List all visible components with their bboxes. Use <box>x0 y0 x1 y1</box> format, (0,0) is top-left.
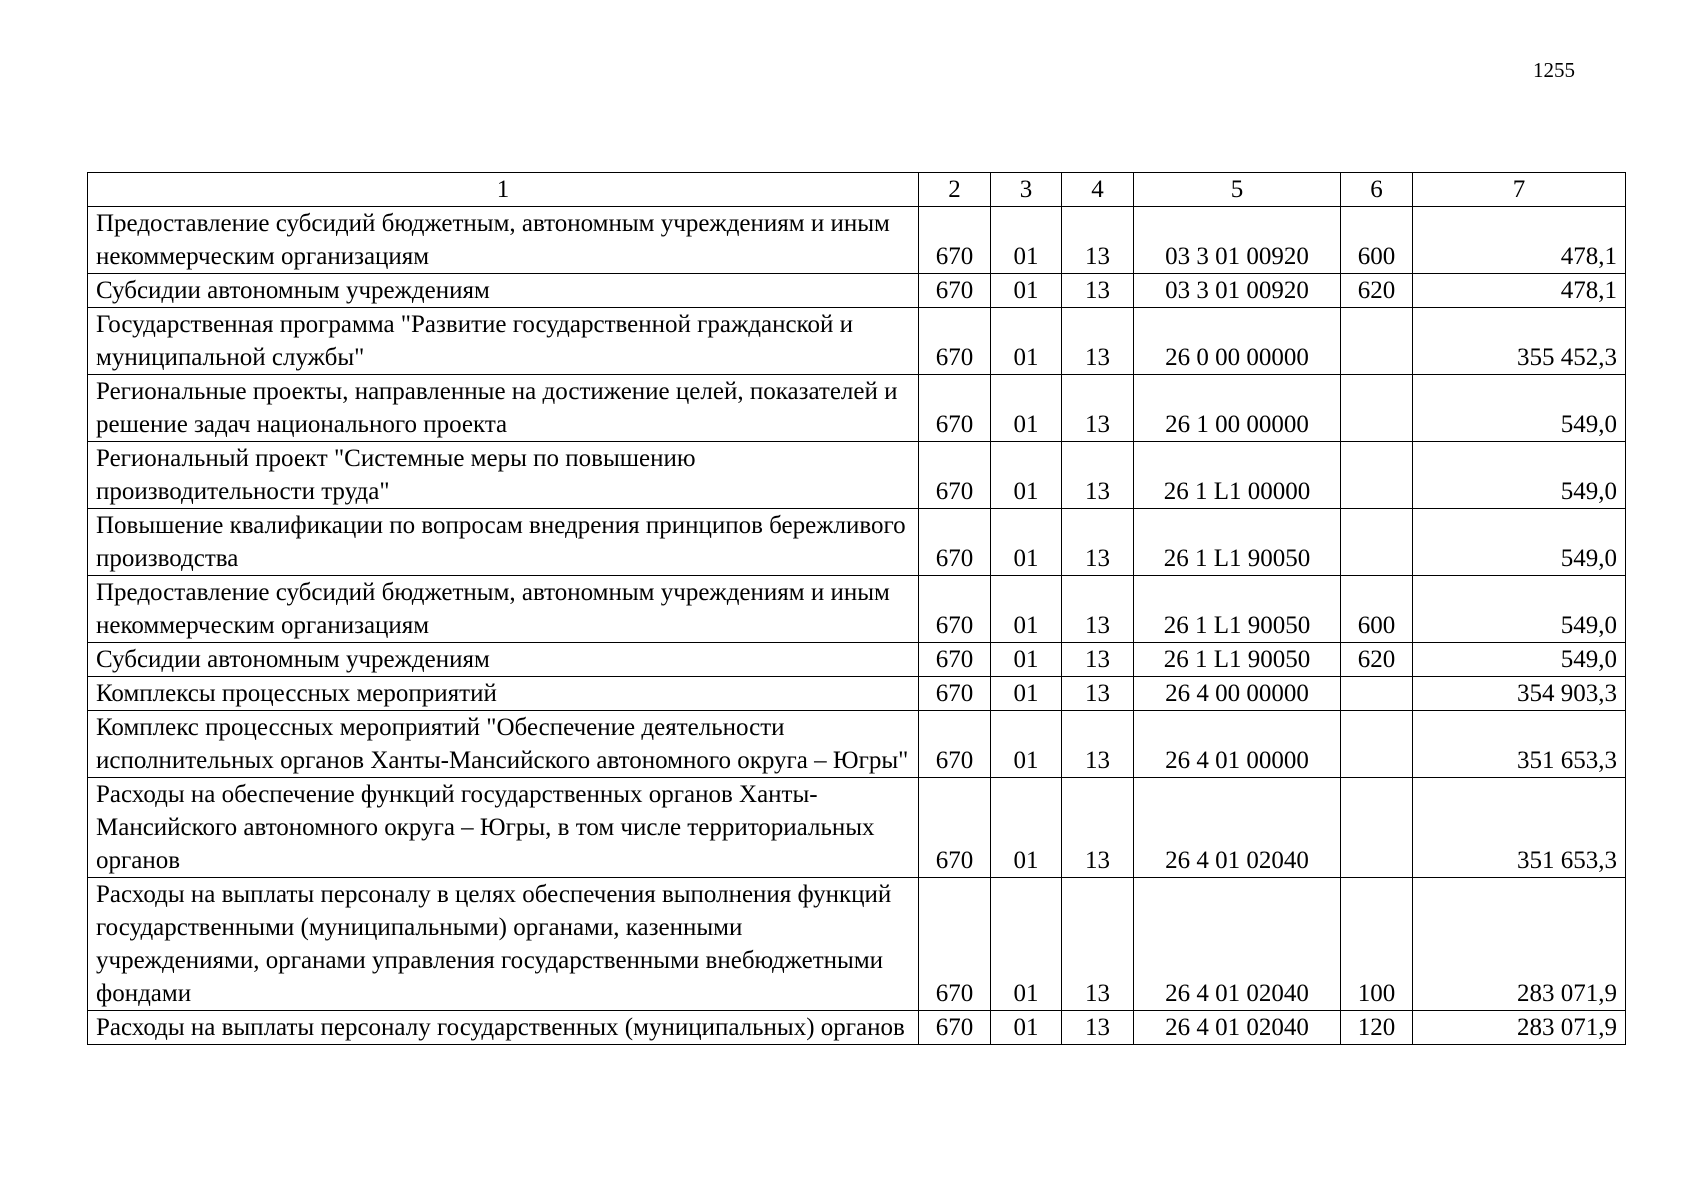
table-row <box>88 207 1626 274</box>
section-code: 01 <box>991 274 1062 308</box>
table-row <box>88 509 1626 576</box>
table-row <box>88 375 1626 442</box>
ministry-code: 670 <box>919 375 991 442</box>
section-code: 01 <box>991 375 1062 442</box>
item-name: Предоставление субсидий бюджетным, автономным учреждениям и иным некоммерческим организациям <box>88 207 919 274</box>
expense-type-code <box>1341 509 1413 576</box>
amount: 549,0 <box>1413 643 1626 677</box>
column-header: 4 <box>1062 173 1134 207</box>
table-row <box>88 778 1626 878</box>
section-code: 01 <box>991 778 1062 878</box>
table-header-row <box>88 173 1626 207</box>
item-name: Комплекс процессных мероприятий "Обеспечение деятельности исполнительных органов Ханты-Мансийского автономного округа – Югры" <box>88 711 919 778</box>
section-code: 01 <box>991 442 1062 509</box>
amount: 351 653,3 <box>1413 711 1626 778</box>
column-header: 7 <box>1413 173 1626 207</box>
ministry-code: 670 <box>919 576 991 643</box>
item-name: Комплексы процессных мероприятий <box>88 677 919 711</box>
column-header: 6 <box>1341 173 1413 207</box>
subsection-code: 13 <box>1062 375 1134 442</box>
item-name: Повышение квалификации по вопросам внедрения принципов бережливого производства <box>88 509 919 576</box>
table-row <box>88 576 1626 643</box>
target-article-code: 26 1 L1 00000 <box>1134 442 1341 509</box>
subsection-code: 13 <box>1062 442 1134 509</box>
ministry-code: 670 <box>919 207 991 274</box>
target-article-code: 26 1 L1 90050 <box>1134 643 1341 677</box>
target-article-code: 26 4 01 02040 <box>1134 878 1341 1011</box>
subsection-code: 13 <box>1062 576 1134 643</box>
target-article-code: 26 4 00 00000 <box>1134 677 1341 711</box>
amount: 549,0 <box>1413 442 1626 509</box>
target-article-code: 03 3 01 00920 <box>1134 207 1341 274</box>
column-header: 2 <box>919 173 991 207</box>
subsection-code: 13 <box>1062 274 1134 308</box>
column-header: 1 <box>88 173 919 207</box>
expense-type-code <box>1341 677 1413 711</box>
expense-type-code <box>1341 308 1413 375</box>
ministry-code: 670 <box>919 643 991 677</box>
table-row <box>88 878 1626 1011</box>
target-article-code: 26 4 01 02040 <box>1134 1011 1341 1045</box>
ministry-code: 670 <box>919 778 991 878</box>
section-code: 01 <box>991 308 1062 375</box>
target-article-code: 26 1 L1 90050 <box>1134 576 1341 643</box>
item-name: Предоставление субсидий бюджетным, автономным учреждениям и иным некоммерческим организациям <box>88 576 919 643</box>
amount: 478,1 <box>1413 274 1626 308</box>
column-header: 5 <box>1134 173 1341 207</box>
item-name: Расходы на выплаты персоналу в целях обеспечения выполнения функций государственными (муниципальными) органами, казенными учреждениями, органами управления государственными внебюджетными фондами <box>88 878 919 1011</box>
subsection-code: 13 <box>1062 711 1134 778</box>
item-name: Региональный проект "Системные меры по повышению производительности труда" <box>88 442 919 509</box>
table-row <box>88 1011 1626 1045</box>
subsection-code: 13 <box>1062 878 1134 1011</box>
expense-type-code <box>1341 778 1413 878</box>
expense-type-code: 120 <box>1341 1011 1413 1045</box>
amount: 549,0 <box>1413 576 1626 643</box>
target-article-code: 26 4 01 00000 <box>1134 711 1341 778</box>
target-article-code: 26 1 00 00000 <box>1134 375 1341 442</box>
column-header: 3 <box>991 173 1062 207</box>
table-row <box>88 274 1626 308</box>
ministry-code: 670 <box>919 442 991 509</box>
target-article-code: 03 3 01 00920 <box>1134 274 1341 308</box>
page-number: 1255 <box>1533 58 1575 82</box>
amount: 478,1 <box>1413 207 1626 274</box>
table-row <box>88 308 1626 375</box>
expense-type-code <box>1341 375 1413 442</box>
item-name: Государственная программа "Развитие государственной гражданской и муниципальной службы" <box>88 308 919 375</box>
subsection-code: 13 <box>1062 643 1134 677</box>
section-code: 01 <box>991 711 1062 778</box>
section-code: 01 <box>991 509 1062 576</box>
amount: 283 071,9 <box>1413 1011 1626 1045</box>
amount: 355 452,3 <box>1413 308 1626 375</box>
ministry-code: 670 <box>919 878 991 1011</box>
ministry-code: 670 <box>919 308 991 375</box>
expense-type-code: 100 <box>1341 878 1413 1011</box>
budget-table <box>87 172 1626 1045</box>
expense-type-code: 600 <box>1341 207 1413 274</box>
ministry-code: 670 <box>919 274 991 308</box>
section-code: 01 <box>991 677 1062 711</box>
expense-type-code <box>1341 442 1413 509</box>
item-name: Субсидии автономным учреждениям <box>88 643 919 677</box>
expense-type-code: 620 <box>1341 274 1413 308</box>
target-article-code: 26 4 01 02040 <box>1134 778 1341 878</box>
subsection-code: 13 <box>1062 778 1134 878</box>
ministry-code: 670 <box>919 711 991 778</box>
item-name: Субсидии автономным учреждениям <box>88 274 919 308</box>
item-name: Расходы на обеспечение функций государственных органов Ханты-Мансийского автономного округа – Югры, в том числе территориальных органов <box>88 778 919 878</box>
table-row <box>88 442 1626 509</box>
amount: 283 071,9 <box>1413 878 1626 1011</box>
section-code: 01 <box>991 576 1062 643</box>
expense-type-code: 620 <box>1341 643 1413 677</box>
amount: 351 653,3 <box>1413 778 1626 878</box>
subsection-code: 13 <box>1062 677 1134 711</box>
subsection-code: 13 <box>1062 1011 1134 1045</box>
ministry-code: 670 <box>919 509 991 576</box>
section-code: 01 <box>991 643 1062 677</box>
expense-type-code: 600 <box>1341 576 1413 643</box>
expense-type-code <box>1341 711 1413 778</box>
amount: 354 903,3 <box>1413 677 1626 711</box>
table-row <box>88 677 1626 711</box>
section-code: 01 <box>991 207 1062 274</box>
amount: 549,0 <box>1413 375 1626 442</box>
subsection-code: 13 <box>1062 207 1134 274</box>
ministry-code: 670 <box>919 677 991 711</box>
target-article-code: 26 0 00 00000 <box>1134 308 1341 375</box>
amount: 549,0 <box>1413 509 1626 576</box>
target-article-code: 26 1 L1 90050 <box>1134 509 1341 576</box>
section-code: 01 <box>991 1011 1062 1045</box>
section-code: 01 <box>991 878 1062 1011</box>
item-name: Региональные проекты, направленные на достижение целей, показателей и решение задач национального проекта <box>88 375 919 442</box>
table-row <box>88 711 1626 778</box>
item-name: Расходы на выплаты персоналу государственных (муниципальных) органов <box>88 1011 919 1045</box>
table-row <box>88 643 1626 677</box>
subsection-code: 13 <box>1062 308 1134 375</box>
subsection-code: 13 <box>1062 509 1134 576</box>
ministry-code: 670 <box>919 1011 991 1045</box>
